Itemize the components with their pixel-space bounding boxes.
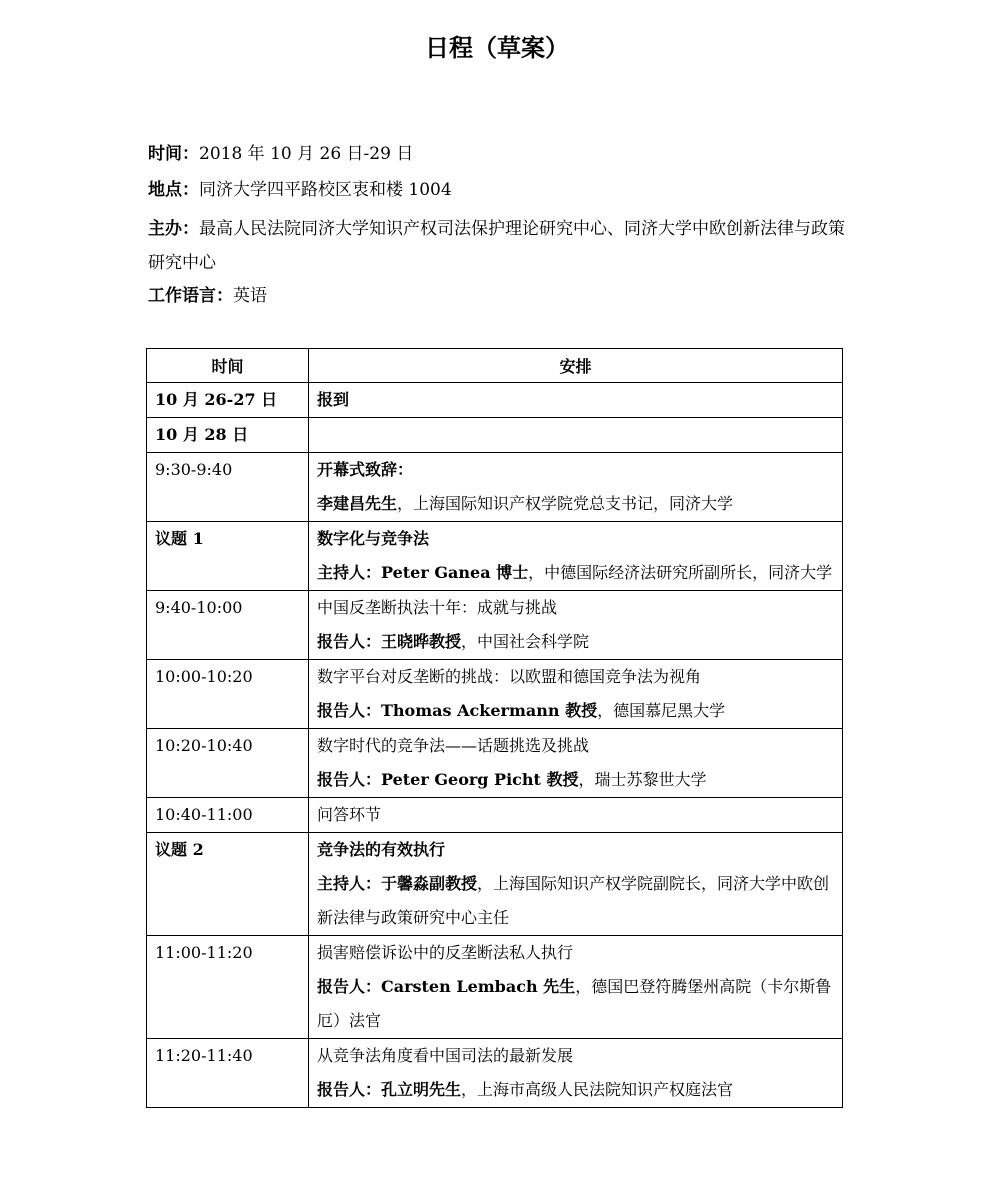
arrangement-label: 数字平台对反垄断的挑战：以欧盟和德国竞争法为视角 bbox=[317, 667, 702, 686]
arrangement-label: 主持人：Peter Ganea 博士 bbox=[317, 563, 529, 582]
table-row bbox=[147, 660, 843, 729]
row-time-cell bbox=[147, 729, 309, 798]
row-time: 10:20-10:40 bbox=[155, 736, 253, 755]
header-arrangement: 安排 bbox=[309, 349, 843, 383]
arrangement-label: 竞争法的有效执行 bbox=[317, 840, 446, 859]
row-arrangement-cell bbox=[309, 729, 843, 798]
table-row bbox=[147, 833, 843, 936]
row-time-cell bbox=[147, 1039, 309, 1108]
arrangement-detail: ，中德国际经济法研究所副所长，同济大学 bbox=[528, 563, 833, 582]
row-time-cell bbox=[147, 418, 309, 453]
arrangement-line bbox=[317, 867, 834, 935]
arrangement-line bbox=[317, 798, 834, 832]
arrangement-detail: ，上海市高级人民法院知识产权庭法官 bbox=[461, 1080, 734, 1099]
row-time: 议题 2 bbox=[155, 840, 204, 859]
row-time: 议题 1 bbox=[155, 529, 204, 548]
arrangement-line bbox=[317, 383, 834, 417]
row-time-cell bbox=[147, 833, 309, 936]
page-title: 日程（草案） bbox=[425, 34, 569, 62]
table-row bbox=[147, 1039, 843, 1108]
table-row bbox=[147, 729, 843, 798]
row-arrangement-cell bbox=[309, 833, 843, 936]
arrangement-label: 问答环节 bbox=[317, 805, 382, 824]
arrangement-label: 损害赔偿诉讼中的反垄断法私人执行 bbox=[317, 943, 574, 962]
info-host bbox=[148, 212, 848, 280]
arrangement-line bbox=[317, 729, 834, 763]
arrangement-line bbox=[317, 936, 834, 970]
table-row bbox=[147, 936, 843, 1039]
arrangement-line bbox=[317, 487, 834, 521]
lang-label: 工作语言： bbox=[148, 286, 233, 306]
row-arrangement-cell bbox=[309, 1039, 843, 1108]
row-arrangement-cell bbox=[309, 418, 843, 453]
schedule-body bbox=[147, 383, 843, 1108]
table-row bbox=[147, 522, 843, 591]
info-lang bbox=[148, 284, 848, 308]
arrangement-detail: ，上海国际知识产权学院党总支书记，同济大学 bbox=[397, 494, 734, 513]
info-time bbox=[148, 142, 848, 166]
arrangement-detail: ，德国慕尼黑大学 bbox=[597, 701, 726, 720]
arrangement-label: 报告人：王晓晔教授 bbox=[317, 632, 462, 651]
arrangement-detail: ，上海国际知识产权学院副院长，同济大学中欧创新法律与政策研究中心主任 bbox=[317, 874, 830, 927]
arrangement-label: 开幕式致辞： bbox=[317, 460, 414, 479]
row-time-cell bbox=[147, 660, 309, 729]
row-time: 10 月 26-27 日 bbox=[155, 390, 278, 409]
header-time: 时间 bbox=[147, 349, 309, 383]
arrangement-line bbox=[317, 522, 834, 556]
arrangement-label: 数字化与竞争法 bbox=[317, 529, 430, 548]
arrangement-line bbox=[317, 556, 834, 590]
arrangement-line bbox=[317, 970, 834, 1038]
row-time-cell bbox=[147, 522, 309, 591]
arrangement-label: 报告人：孔立明先生 bbox=[317, 1080, 462, 1099]
place-label: 地点： bbox=[148, 180, 199, 200]
arrangement-line bbox=[317, 1073, 834, 1107]
host-label: 主办： bbox=[148, 219, 199, 239]
table-header-row bbox=[147, 349, 843, 383]
row-time-cell bbox=[147, 798, 309, 833]
time-value: 2018 年 10 月 26 日-29 日 bbox=[199, 144, 414, 164]
arrangement-line bbox=[317, 453, 834, 487]
arrangement-label: 从竞争法角度看中国司法的最新发展 bbox=[317, 1046, 574, 1065]
arrangement-detail: ，中国社会科学院 bbox=[461, 632, 590, 651]
row-arrangement-cell bbox=[309, 522, 843, 591]
row-arrangement-cell bbox=[309, 660, 843, 729]
arrangement-label: 报告人：Peter Georg Picht 教授 bbox=[317, 770, 579, 789]
time-label: 时间： bbox=[148, 144, 199, 164]
row-time-cell bbox=[147, 936, 309, 1039]
row-arrangement-cell bbox=[309, 936, 843, 1039]
row-time: 10:40-11:00 bbox=[155, 805, 253, 824]
table-row bbox=[147, 798, 843, 833]
row-arrangement-cell bbox=[309, 798, 843, 833]
row-arrangement-cell bbox=[309, 383, 843, 418]
row-arrangement-cell bbox=[309, 591, 843, 660]
row-time: 10:00-10:20 bbox=[155, 667, 253, 686]
table-row bbox=[147, 383, 843, 418]
row-time: 11:00-11:20 bbox=[155, 943, 253, 962]
arrangement-label: 报到 bbox=[317, 390, 350, 409]
arrangement-line bbox=[317, 625, 834, 659]
arrangement-label: 中国反垄断执法十年：成就与挑战 bbox=[317, 598, 558, 617]
info-place bbox=[148, 178, 848, 202]
arrangement-line bbox=[317, 591, 834, 625]
arrangement-line bbox=[317, 1039, 834, 1073]
row-time: 11:20-11:40 bbox=[155, 1046, 253, 1065]
row-time: 9:40-10:00 bbox=[155, 598, 243, 617]
arrangement-line bbox=[317, 763, 834, 797]
table-row bbox=[147, 453, 843, 522]
arrangement-label: 报告人：Carsten Lembach 先生 bbox=[317, 977, 576, 996]
arrangement-label: 数字时代的竞争法——话题挑选及挑战 bbox=[317, 736, 590, 755]
row-time: 10 月 28 日 bbox=[155, 425, 249, 444]
schedule-table bbox=[146, 348, 843, 1108]
arrangement-label: 李建昌先生 bbox=[317, 494, 398, 513]
empty-line bbox=[317, 418, 834, 452]
arrangement-label: 主持人：于馨淼副教授 bbox=[317, 874, 478, 893]
row-time-cell bbox=[147, 591, 309, 660]
host-value: 最高人民法院同济大学知识产权司法保护理论研究中心、同济大学中欧创新法律与政策研究中心 bbox=[148, 219, 845, 273]
arrangement-line bbox=[317, 833, 834, 867]
table-row bbox=[147, 418, 843, 453]
place-value: 同济大学四平路校区衷和楼 1004 bbox=[199, 180, 452, 200]
arrangement-line bbox=[317, 660, 834, 694]
row-time-cell bbox=[147, 453, 309, 522]
row-arrangement-cell bbox=[309, 453, 843, 522]
arrangement-line bbox=[317, 694, 834, 728]
row-time: 9:30-9:40 bbox=[155, 460, 233, 479]
lang-value: 英语 bbox=[233, 286, 267, 306]
arrangement-label: 报告人：Thomas Ackermann 教授 bbox=[317, 701, 598, 720]
table-row bbox=[147, 591, 843, 660]
row-time-cell bbox=[147, 383, 309, 418]
arrangement-detail: ，德国巴登符腾堡州高院（卡尔斯鲁厄）法官 bbox=[317, 977, 832, 1030]
arrangement-detail: ，瑞士苏黎世大学 bbox=[578, 770, 707, 789]
